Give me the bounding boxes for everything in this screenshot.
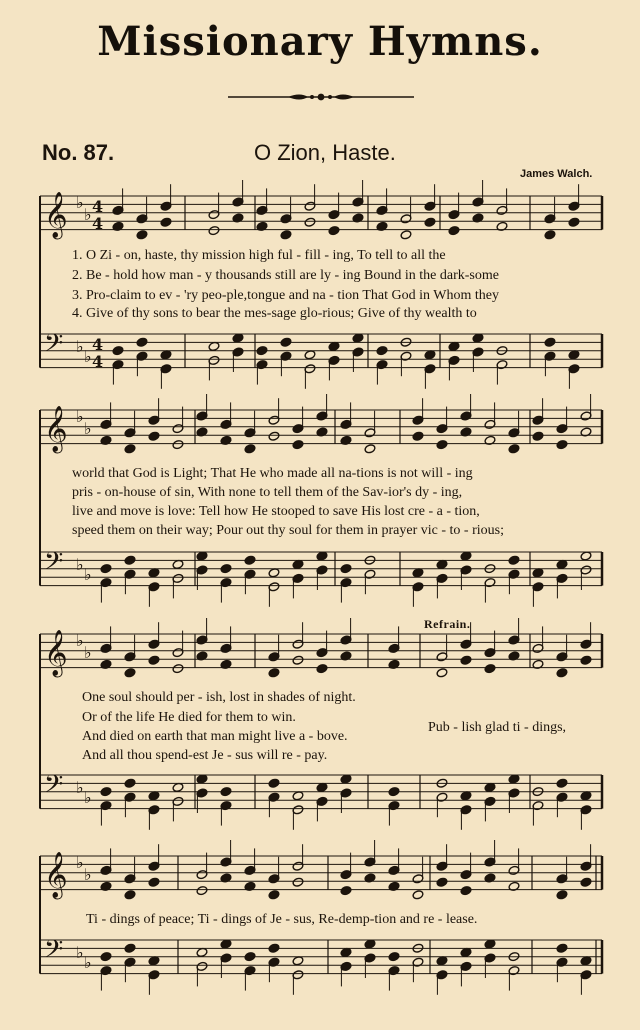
note-head — [412, 431, 424, 441]
verse-1-line-1: 1. O Zi - on, haste, thy mission high ful - fill - ing, To tell to all the — [72, 248, 446, 263]
note-head — [292, 655, 304, 665]
note-head — [268, 890, 280, 900]
note-head — [436, 877, 448, 887]
note-head — [388, 787, 400, 797]
note-head — [124, 444, 136, 454]
note-head — [436, 668, 448, 678]
flat-icon: ♭ — [84, 419, 92, 438]
note-head — [100, 787, 112, 797]
verse-3-line-1: 3. Pro-claim to ev - 'ry peo-ple,tongue and na - tion That God in Whom they — [72, 288, 499, 303]
note-head — [256, 346, 268, 356]
note-head — [220, 564, 232, 574]
verse-3-line-3: And died on earth that man might live a - bove. — [82, 729, 348, 744]
note-head — [364, 444, 376, 454]
note-head — [280, 337, 292, 347]
flat-icon: ♭ — [76, 631, 84, 650]
note-head — [268, 668, 280, 678]
note-head — [460, 655, 472, 665]
note-head — [376, 346, 388, 356]
note-head — [148, 655, 160, 665]
note-head — [568, 217, 580, 227]
note-head — [124, 555, 136, 565]
note-head — [124, 890, 136, 900]
bass-clef-icon: 𝄢 — [44, 329, 64, 364]
verse-2-line-1: 2. Be - hold how man - y thousands still are ly - ing Bound in the dark-some — [72, 268, 499, 283]
note-head — [172, 440, 184, 450]
flat-icon: ♭ — [84, 643, 92, 662]
note-head — [556, 668, 568, 678]
note-head — [196, 886, 208, 896]
verse-4-line-3: And all thou spend-est Je - sus will re - pay. — [82, 748, 328, 763]
note-head — [340, 564, 352, 574]
note-head — [148, 877, 160, 887]
note-head — [136, 337, 148, 347]
flat-icon: ♭ — [84, 953, 92, 972]
flat-icon: ♭ — [76, 853, 84, 872]
composer-credit: James Walch. — [520, 168, 593, 180]
note-head — [316, 664, 328, 674]
flat-icon: ♭ — [84, 347, 92, 366]
note-head — [532, 431, 544, 441]
treble-clef-icon: 𝄞 — [44, 630, 68, 676]
note-head — [340, 886, 352, 896]
verse-1-line-2: world that God is Light; That He who made all na-tions is not will - ing — [72, 466, 473, 481]
note-head — [292, 440, 304, 450]
note-head — [424, 217, 436, 227]
verse-4-line-2: speed them on their way; Pour out thy soul for them in prayer vic - to - rious; — [72, 523, 504, 538]
note-head — [172, 664, 184, 674]
note-head — [124, 943, 136, 953]
note-head — [160, 217, 172, 227]
book-title: Missionary Hymns. — [97, 18, 543, 65]
treble-clef-icon: 𝄞 — [44, 406, 68, 452]
note-head — [268, 431, 280, 441]
flat-icon: ♭ — [76, 193, 84, 212]
note-head — [244, 444, 256, 454]
time-signature: 4 — [92, 335, 104, 354]
bass-clef-icon: 𝄢 — [44, 935, 64, 970]
flat-icon: ♭ — [76, 407, 84, 426]
note-head — [244, 952, 256, 962]
flat-icon: ♭ — [76, 778, 84, 797]
bass-clef-icon: 𝄢 — [44, 770, 64, 805]
note-head — [124, 668, 136, 678]
flat-icon: ♭ — [76, 943, 84, 962]
flat-icon: ♭ — [76, 555, 84, 574]
verse-3-line-2: live and move is love: Tell how He stooped to save His lost cre - a - tion, — [72, 504, 480, 519]
note-head — [484, 664, 496, 674]
note-head — [436, 440, 448, 450]
note-head — [556, 943, 568, 953]
treble-clef-icon: 𝄞 — [44, 192, 68, 238]
note-head — [400, 230, 412, 240]
note-head — [100, 952, 112, 962]
note-head — [304, 217, 316, 227]
note-head — [556, 890, 568, 900]
note-head — [148, 431, 160, 441]
bass-clef-icon: 𝄢 — [44, 547, 64, 582]
note-head — [208, 226, 220, 236]
note-head — [508, 444, 520, 454]
note-head — [388, 952, 400, 962]
note-head — [280, 230, 292, 240]
hymn-number: No. 87. — [42, 140, 115, 165]
note-head — [460, 886, 472, 896]
note-head — [292, 877, 304, 887]
verse-4-line-1: 4. Give of thy sons to bear the mes-sage glo-rious; Give of thy wealth to — [72, 306, 477, 321]
refrain-line-1: Pub - lish glad ti - dings, — [428, 720, 567, 735]
flat-icon: ♭ — [84, 565, 92, 584]
note-head — [556, 778, 568, 788]
note-head — [580, 877, 592, 887]
note-head — [244, 555, 256, 565]
refrain-label: Refrain. — [424, 617, 471, 631]
note-head — [556, 440, 568, 450]
note-head — [544, 230, 556, 240]
verse-1-line-3: One soul should per - ish, lost in shades of night. — [82, 690, 356, 705]
time-signature: 4 — [92, 214, 104, 233]
note-head — [112, 346, 124, 356]
note-head — [124, 778, 136, 788]
note-head — [328, 226, 340, 236]
note-head — [220, 787, 232, 797]
note-head — [412, 890, 424, 900]
treble-clef-icon: 𝄞 — [44, 852, 68, 898]
flat-icon: ♭ — [84, 205, 92, 224]
note-head — [136, 230, 148, 240]
time-signature: 4 — [92, 352, 104, 371]
note-head — [508, 555, 520, 565]
note-head — [448, 226, 460, 236]
hymn-title: O Zion, Haste. — [254, 140, 396, 165]
note-head — [544, 337, 556, 347]
flat-icon: ♭ — [84, 788, 92, 807]
flat-icon: ♭ — [84, 865, 92, 884]
time-signature: 4 — [92, 197, 104, 216]
refrain-line-2: Ti - dings of peace; Ti - dings of Je - sus, Re-demp-tion and re - lease. — [86, 912, 478, 927]
note-head — [100, 564, 112, 574]
verse-2-line-2: pris - on-house of sin, With none to tell them of the Sav-ior's dy - ing, — [72, 485, 463, 500]
note-head — [268, 943, 280, 953]
note-head — [580, 655, 592, 665]
verse-2-line-3: Or of the life He died for them to win. — [82, 710, 296, 725]
note-head — [268, 778, 280, 788]
flat-icon: ♭ — [76, 337, 84, 356]
